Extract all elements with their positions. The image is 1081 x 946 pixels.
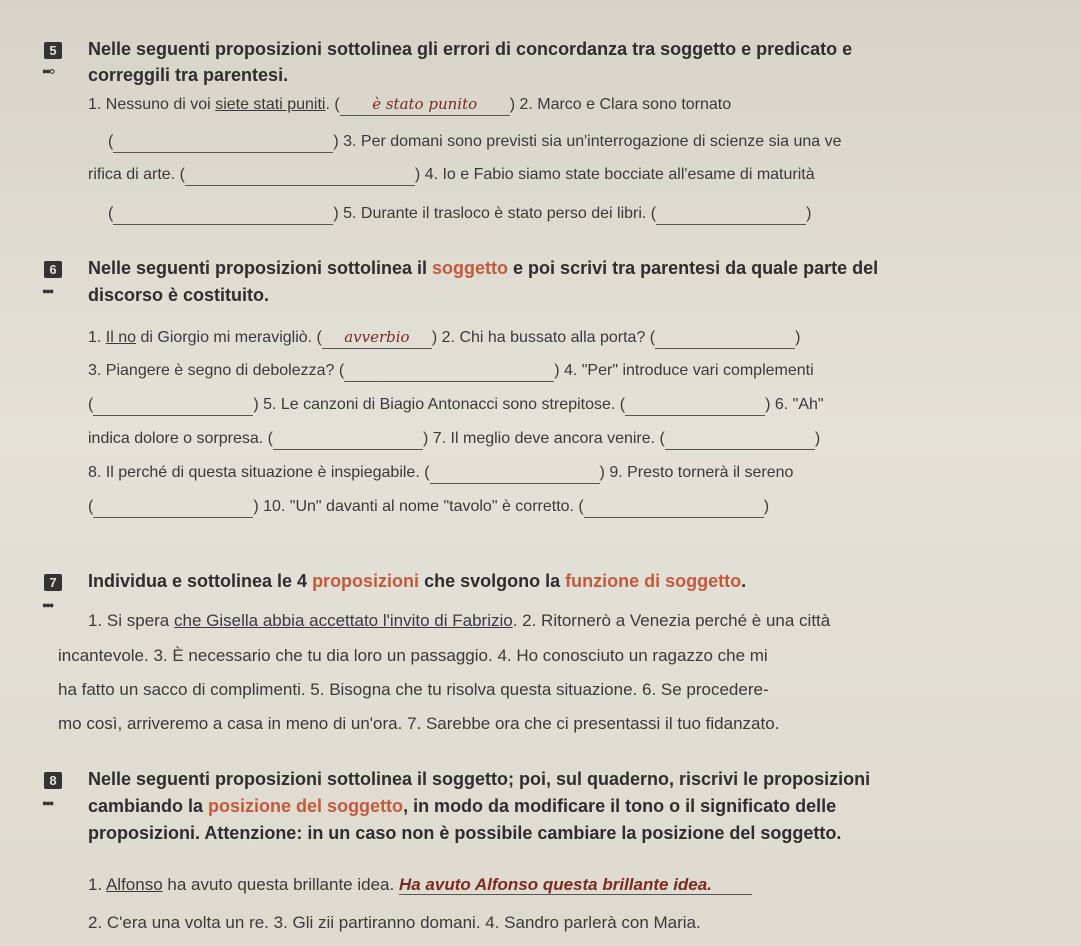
instruction-line-2: correggili tra parentesi. [88,65,289,85]
text-segment: 1. [88,875,106,894]
exercise-line: ha fatto un sacco di complimenti. 5. Bisogna che tu risolva questa situazione. 6. Se procedere- [58,680,769,699]
text-segment: ( [108,205,114,222]
difficulty-dots-icon: ●●● [42,798,53,808]
text-segment: 8. Il perché di questa situazione è inspiegabile. ( [88,464,430,481]
text-segment: rifica di arte. ( [88,166,185,183]
difficulty-dots-icon: ●●● [42,286,53,296]
instruction-text: . [741,571,747,591]
exercise-line [88,93,1071,116]
instruction-line-3: proposizioni. Attenzione: in un caso non è possibile cambiare la posizione del soggetto. [88,823,842,843]
exercise-line [88,360,1071,382]
answer-blank[interactable] [113,136,333,153]
text-segment: ) 4. "Per" introduce vari complementi [554,362,814,379]
handwritten-answer[interactable]: avverbio [322,326,432,349]
instruction-line-2: discorso è costituito. [88,285,270,305]
text-segment: ) 2. Chi ha bussato alla porta? ( [431,329,656,346]
text-segment: ha avuto questa brillante idea. [162,875,399,894]
exercise-instruction-cont [88,282,1065,308]
text-segment: ) 10. "Un" davanti al nome "tavolo" è corretto. ( [253,498,584,515]
answer-blank[interactable] [93,501,253,518]
exercise-number-badge: 8 [44,772,62,789]
text-segment: ) 5. Le canzoni di Biagio Antonacci sono strepitose. ( [253,396,626,413]
difficulty-dots-icon: ●● ● [42,66,53,76]
text-segment: ( [88,396,94,413]
handwritten-answer[interactable]: è stato punito [340,93,510,116]
text-segment: ) 7. Il meglio deve ancora venire. ( [422,430,665,447]
answer-blank[interactable] [93,399,253,416]
instruction-text: Individua e sottolinea le 4 [88,571,313,591]
text-segment: ( [88,498,94,515]
exercise-line [88,496,1071,518]
answer-blank[interactable] [430,467,600,484]
answer-blank[interactable] [625,399,765,416]
exercise-instruction [88,568,1065,594]
instruction-text: e poi scrivi tra parentesi da quale parte del [508,258,879,278]
instruction-text: , in modo da modificare il tono o il significato delle [403,796,837,816]
underlined-subject: Alfonso [105,875,163,894]
exercise-line [88,428,1071,450]
answer-blank[interactable] [584,501,764,518]
exercise-instruction [88,255,1065,281]
instruction-line-1: Nelle seguenti proposizioni sottolinea gli errori di concordanza tra soggetto e predicato e [88,39,853,59]
text-segment: ) 3. Per domani sono previsti sia un'interrogazione di scienze sia una ve [333,133,842,150]
instruction-line-1: Nelle seguenti proposizioni sottolinea il soggetto; poi, sul quaderno, riscrivi le proposizioni [88,769,871,789]
text-segment: ) [814,430,821,447]
text-segment: 1. Si spera [88,611,174,630]
underlined-subject: Il no [105,329,137,346]
text-segment: ) [795,329,801,346]
answer-blank[interactable] [656,208,806,225]
text-segment: ) 2. Marco e Clara sono tornato [509,96,732,113]
text-segment: ) [763,498,770,515]
text-segment: . 2. Ritornerò a Venezia perché è una città [512,611,831,630]
exercise-line [88,610,1071,632]
exercise-line [108,203,1071,225]
exercise-line [108,131,1071,153]
difficulty-dots-icon: ●●● [42,600,53,610]
instruction-text: cambiando la [88,796,209,816]
exercise-line [88,462,1071,484]
exercise-line [88,874,1071,896]
text-segment: ) 9. Presto tornerà il sereno [599,464,794,481]
exercise-line [88,164,1071,186]
exercise-line [88,394,1071,416]
instruction-highlight: soggetto [432,258,509,278]
exercise-instruction-cont [88,820,1065,846]
text-segment: ) [806,205,812,222]
answer-blank[interactable] [113,208,333,225]
text-segment: ) 5. Durante il trasloco è stato perso dei libri. ( [333,205,657,222]
text-segment: 1. Nessuno di voi [88,96,216,113]
handwritten-answer[interactable]: Ha avuto Alfonso questa brillante idea. [399,875,752,895]
exercise-instruction [88,36,1065,62]
text-segment: . ( [325,96,340,113]
exercise-instruction-cont [88,793,1065,819]
exercise-number-badge: 7 [44,574,62,591]
text-segment: 1. [88,329,106,346]
answer-blank[interactable] [273,433,423,450]
text-segment: indica dolore o sorpresa. ( [88,430,273,447]
exercise-instruction-cont [88,62,1065,88]
answer-blank[interactable] [185,169,415,186]
exercise-line: mo così, arriveremo a casa in meno di un'ora. 7. Sarebbe ora che ci presentassi il tuo fidanzato. [58,714,780,733]
exercise-line: 2. C'era una volta un re. 3. Gli zii partiranno domani. 4. Sandro parlerà con Maria. [88,913,701,932]
instruction-highlight: funzione di soggetto [565,571,742,591]
exercise-instruction [88,766,1065,792]
exercise-line [88,326,1071,349]
exercise-line: incantevole. 3. È necessario che tu dia loro un passaggio. 4. Ho conosciuto un ragazzo che mi [58,646,768,665]
text-segment: di Giorgio mi meravigliò. ( [136,329,322,346]
underlined-error: siete stati puniti [215,96,326,113]
text-segment: ( [108,133,114,150]
answer-blank[interactable] [665,433,815,450]
answer-blank[interactable] [655,332,795,349]
text-segment: ) 4. Io e Fabio siamo state bocciate all'esame di maturità [414,166,815,183]
underlined-subject-clause: che Gisella abbia accettato l'invito di Fabrizio [174,611,513,630]
instruction-text: Nelle seguenti proposizioni sottolinea il [88,258,433,278]
instruction-highlight: proposizioni [312,571,420,591]
instruction-text: che svolgono la [419,571,566,591]
exercise-number-badge: 6 [44,261,62,278]
instruction-highlight: posizione del soggetto [208,796,404,816]
text-segment: 3. Piangere è segno di debolezza? ( [88,362,345,379]
exercise-number-badge: 5 [44,42,62,59]
text-segment: ) 6. "Ah" [765,396,824,413]
answer-blank[interactable] [344,365,554,382]
